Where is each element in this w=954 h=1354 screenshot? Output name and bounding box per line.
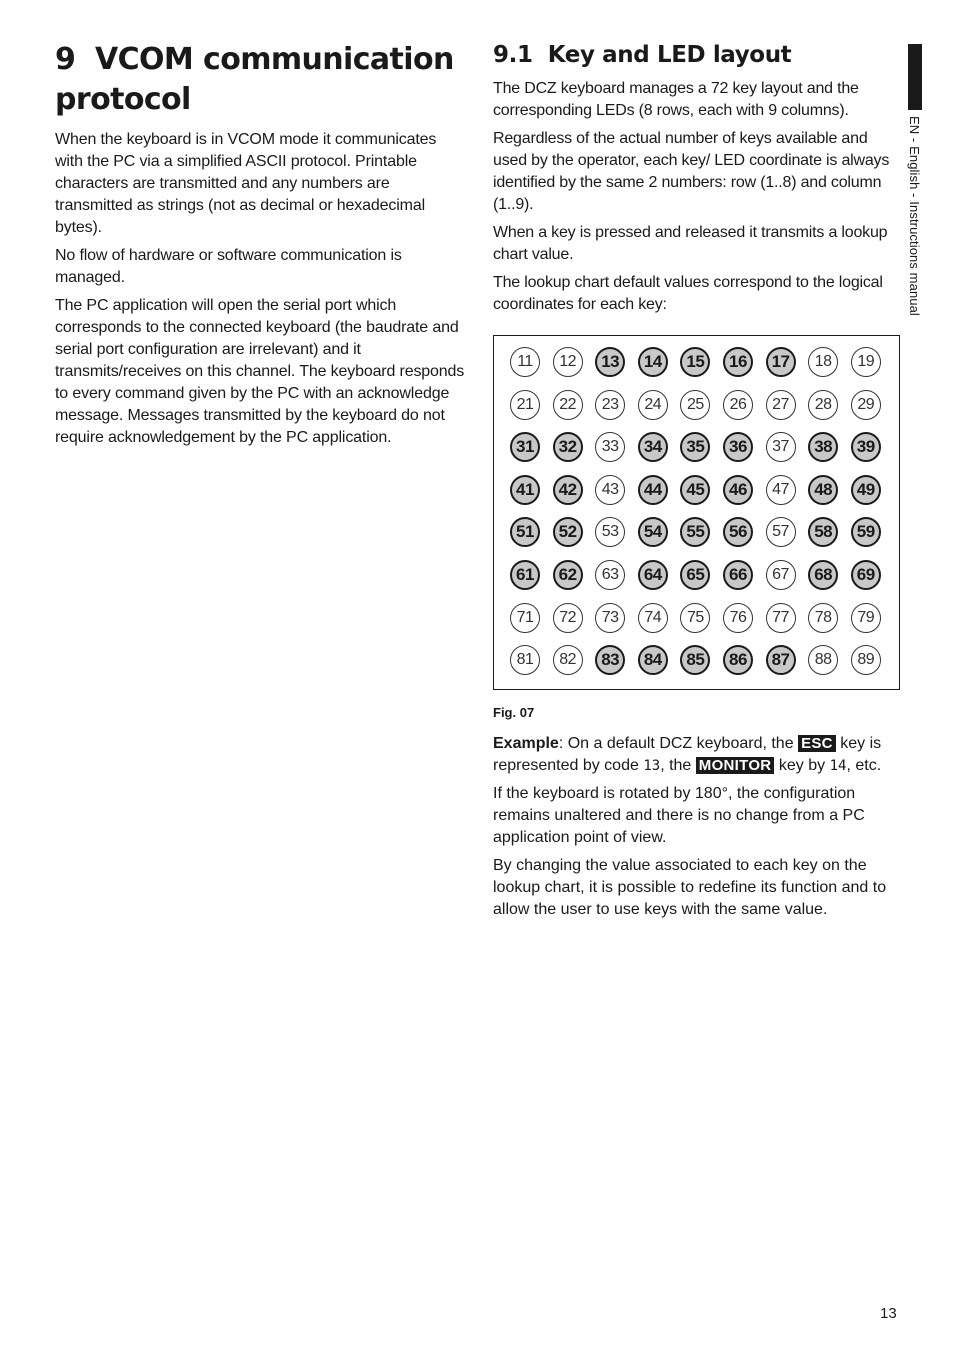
key-56: 56 xyxy=(723,517,753,547)
key-47: 47 xyxy=(766,475,796,505)
side-tab-bar xyxy=(908,44,922,110)
chapter-column xyxy=(55,40,465,455)
key-32: 32 xyxy=(553,432,583,462)
key-62: 62 xyxy=(553,560,583,590)
key-73: 73 xyxy=(595,603,625,633)
key-13: 13 xyxy=(595,347,625,377)
key-61: 61 xyxy=(510,560,540,590)
key-48: 48 xyxy=(808,475,838,505)
key-54: 54 xyxy=(638,517,668,547)
example-text-4: key by xyxy=(778,757,826,774)
key-11: 11 xyxy=(510,347,540,377)
key-35: 35 xyxy=(680,432,710,462)
key-72: 72 xyxy=(553,603,583,633)
esc-key-tag: ESC xyxy=(798,735,836,752)
key-52: 52 xyxy=(553,517,583,547)
key-87: 87 xyxy=(766,645,796,675)
section-number: 9.1 xyxy=(493,42,533,68)
key-68: 68 xyxy=(808,560,838,590)
example-text-3: , the xyxy=(660,757,692,774)
example-text-1: : On a default DCZ keyboard, the xyxy=(558,735,794,752)
side-language-label: EN - English - Instructions manual xyxy=(907,116,922,316)
key-24: 24 xyxy=(638,390,668,420)
key-86: 86 xyxy=(723,645,753,675)
key-67: 67 xyxy=(766,560,796,590)
key-12: 12 xyxy=(553,347,583,377)
key-16: 16 xyxy=(723,347,753,377)
section-title xyxy=(493,40,901,70)
key-19: 19 xyxy=(851,347,881,377)
example-label: Example xyxy=(493,735,559,752)
chapter-title-text: VCOM communication protocol xyxy=(55,42,454,117)
key-78: 78 xyxy=(808,603,838,633)
key-55: 55 xyxy=(680,517,710,547)
key-41: 41 xyxy=(510,475,540,505)
example-paragraph xyxy=(493,733,901,777)
key-64: 64 xyxy=(638,560,668,590)
key-39: 39 xyxy=(851,432,881,462)
key-82: 82 xyxy=(553,645,583,675)
key-79: 79 xyxy=(851,603,881,633)
redefine-paragraph: By changing the value associated to each key on the lookup chart, it is possible to redefine its function and to allow the user to use keys with the same value. xyxy=(493,857,887,918)
key-42: 42 xyxy=(553,475,583,505)
section-paragraph-2: Regardless of the actual number of keys available and used by the operator, each key/ LED coordinate is always identified by the same 2 numbers: row (1..8) and column (1..9). xyxy=(493,130,890,213)
key-26: 26 xyxy=(723,390,753,420)
key-63: 63 xyxy=(595,560,625,590)
key-22: 22 xyxy=(553,390,583,420)
key-49: 49 xyxy=(851,475,881,505)
key-89: 89 xyxy=(851,645,881,675)
key-88: 88 xyxy=(808,645,838,675)
example-text-5: , etc. xyxy=(846,757,882,774)
key-23: 23 xyxy=(595,390,625,420)
key-44: 44 xyxy=(638,475,668,505)
key-43: 43 xyxy=(595,475,625,505)
key-31: 31 xyxy=(510,432,540,462)
key-grid xyxy=(510,347,881,675)
esc-code: 13 xyxy=(643,758,661,774)
example-block xyxy=(493,733,901,927)
chapter-paragraph-1: When the keyboard is in VCOM mode it communicates with the PC via a simplified ASCII protocol. Printable characters are transmitted and any numbers are transmitted as strings (not as decimal or hexadecimal bytes). xyxy=(55,131,437,236)
key-29: 29 xyxy=(851,390,881,420)
key-75: 75 xyxy=(680,603,710,633)
key-36: 36 xyxy=(723,432,753,462)
key-76: 76 xyxy=(723,603,753,633)
key-46: 46 xyxy=(723,475,753,505)
key-69: 69 xyxy=(851,560,881,590)
monitor-key-tag: MONITOR xyxy=(696,757,775,774)
figure-caption: Fig. 07 xyxy=(493,705,535,720)
key-84: 84 xyxy=(638,645,668,675)
key-led-layout-figure xyxy=(493,335,900,690)
page-number: 13 xyxy=(880,1305,897,1322)
key-77: 77 xyxy=(766,603,796,633)
monitor-code: 14 xyxy=(829,758,847,774)
chapter-title xyxy=(55,40,465,120)
key-53: 53 xyxy=(595,517,625,547)
section-column xyxy=(493,40,901,322)
key-66: 66 xyxy=(723,560,753,590)
key-59: 59 xyxy=(851,517,881,547)
key-14: 14 xyxy=(638,347,668,377)
key-28: 28 xyxy=(808,390,838,420)
chapter-paragraph-2: No flow of hardware or software communication is managed. xyxy=(55,247,402,286)
key-57: 57 xyxy=(766,517,796,547)
key-71: 71 xyxy=(510,603,540,633)
key-81: 81 xyxy=(510,645,540,675)
key-51: 51 xyxy=(510,517,540,547)
chapter-paragraph-3: The PC application will open the serial port which corresponds to the connected keyboard (the baudrate and serial port configuration are irrelevant) and it transmits/receives on this channel. The keyboard responds to every command given by the PC with an acknowledge message. Messages transmitted by the keyboard do not require acknowledgement by the PC application. xyxy=(55,297,465,446)
section-paragraph-1: The DCZ keyboard manages a 72 key layout and the corresponding LEDs (8 rows, each with 9 columns). xyxy=(493,80,859,119)
key-33: 33 xyxy=(595,432,625,462)
key-27: 27 xyxy=(766,390,796,420)
rotation-paragraph: If the keyboard is rotated by 180°, the configuration remains unaltered and there is no change from a PC application point of view. xyxy=(493,785,865,846)
section-paragraph-4: The lookup chart default values correspond to the logical coordinates for each key: xyxy=(493,274,883,313)
key-37: 37 xyxy=(766,432,796,462)
section-paragraph-3: When a key is pressed and released it transmits a lookup chart value. xyxy=(493,224,888,263)
key-25: 25 xyxy=(680,390,710,420)
key-45: 45 xyxy=(680,475,710,505)
key-38: 38 xyxy=(808,432,838,462)
key-74: 74 xyxy=(638,603,668,633)
chapter-number: 9 xyxy=(55,42,76,77)
key-15: 15 xyxy=(680,347,710,377)
key-83: 83 xyxy=(595,645,625,675)
key-17: 17 xyxy=(766,347,796,377)
key-21: 21 xyxy=(510,390,540,420)
key-58: 58 xyxy=(808,517,838,547)
key-18: 18 xyxy=(808,347,838,377)
key-85: 85 xyxy=(680,645,710,675)
section-title-text: Key and LED layout xyxy=(547,42,792,68)
key-34: 34 xyxy=(638,432,668,462)
example-text-2: key is represented by code xyxy=(493,735,882,774)
key-65: 65 xyxy=(680,560,710,590)
